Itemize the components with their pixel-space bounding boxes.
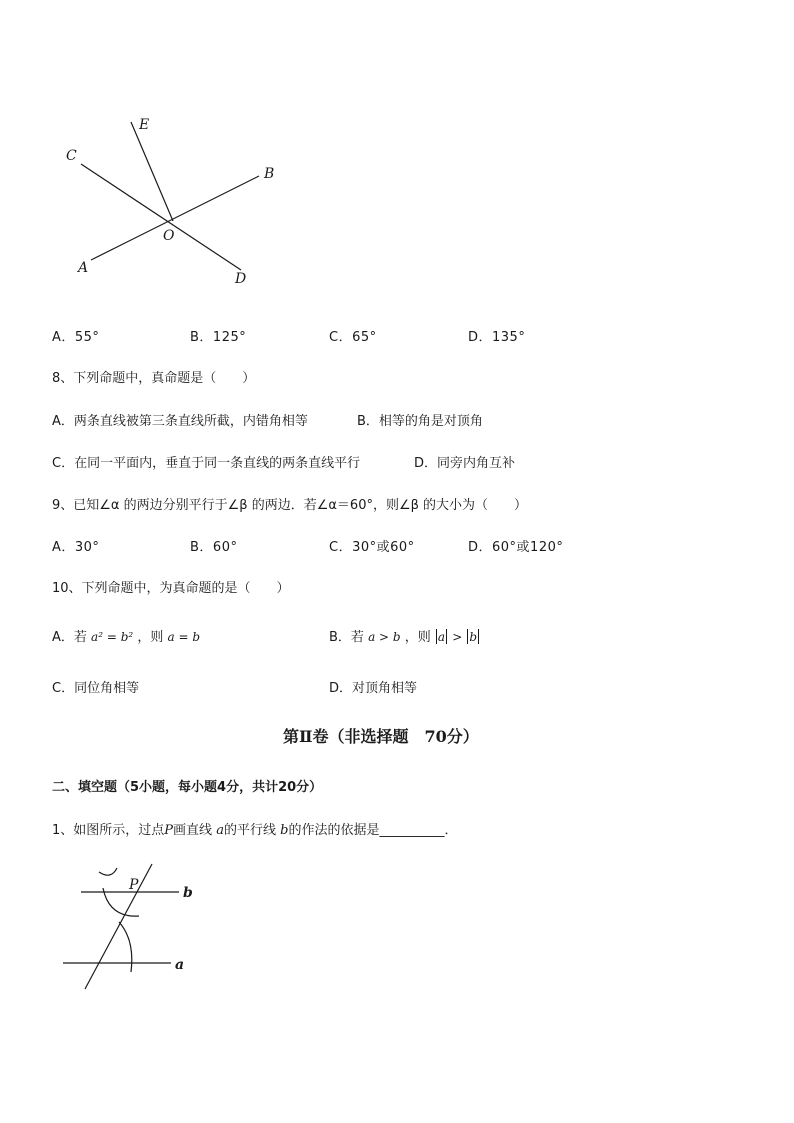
- fill1-line-b: b: [280, 823, 289, 838]
- label-a: a: [175, 957, 185, 973]
- q10-option-b-mid: ，则: [404, 630, 431, 645]
- abs-bar: [436, 629, 437, 644]
- q7-option-c: C．65°: [329, 330, 377, 345]
- label-b: b: [183, 885, 193, 901]
- part2-title: 第Ⅱ卷（非选择题 70分）: [283, 727, 479, 746]
- q9-option-c: C．30°或60°: [329, 540, 415, 555]
- arc-small: [99, 868, 117, 875]
- q10-option-a-math2: a = b: [167, 630, 201, 644]
- section-heading: 二、填空题（5小题，每小题4分，共计20分）: [52, 780, 323, 795]
- q9-option-a: A．30°: [52, 540, 100, 555]
- label-p: P: [129, 877, 139, 893]
- line-cd: [81, 164, 241, 270]
- line-ab: [91, 176, 259, 260]
- q8-option-a: A．两条直线被第三条直线所截，内错角相等: [52, 414, 308, 429]
- label-d: D: [235, 271, 247, 287]
- q10-option-b-math1: a > b: [368, 630, 401, 644]
- q8-option-b: B．相等的角是对顶角: [357, 414, 483, 429]
- q8-option-c: C．在同一平面内，垂直于同一条直线的两条直线平行: [52, 456, 361, 471]
- fill1-suffix: 的作法的依据是__________．: [288, 823, 458, 838]
- q8-option-d: D．同旁内角互补: [414, 456, 516, 471]
- q10-option-b: [329, 626, 480, 645]
- q10-option-a-prefix: A．若: [52, 630, 87, 645]
- transversal: [85, 864, 152, 989]
- q9-option-d: D．60°或120°: [468, 540, 564, 555]
- label-e: E: [139, 117, 150, 133]
- fill1-prefix: 1、如图所示，过点: [52, 823, 165, 838]
- q10-option-d: D．对顶角相等: [329, 681, 418, 696]
- fill1-mid2: 的平行线: [223, 823, 276, 838]
- q10-option-b-abs-a: a: [437, 630, 446, 644]
- fill1-mid1: 画直线: [173, 823, 213, 838]
- abs-bar: [446, 629, 447, 644]
- fill1-line-a: a: [216, 823, 224, 838]
- label-o: O: [163, 228, 175, 244]
- q8-stem: 8、下列命题中，真命题是（ ）: [52, 371, 256, 386]
- q10-option-a-mid: ，则: [137, 630, 164, 645]
- q10-option-b-gt: >: [452, 630, 463, 644]
- arc-lower: [119, 922, 132, 972]
- q7-option-d: D．135°: [468, 330, 526, 345]
- angle-figure: [55, 110, 295, 295]
- label-b: B: [264, 166, 275, 182]
- q10-stem: 10、下列命题中，为真命题的是（ ）: [52, 581, 290, 596]
- q9-option-b: B．60°: [190, 540, 238, 555]
- q10-option-a-math1: a² = b²: [91, 630, 134, 644]
- q9-stem: 9、已知∠α 的两边分别平行于∠β 的两边．若∠α＝60°，则∠β 的大小为（ ）: [52, 498, 528, 513]
- fill1-point-p: P: [164, 823, 174, 838]
- q10-option-b-abs-b: b: [469, 630, 478, 644]
- abs-bar: [478, 629, 479, 644]
- q7-option-a: A．55°: [52, 330, 100, 345]
- label-a: A: [78, 260, 89, 276]
- parallel-construction-figure: [55, 860, 215, 995]
- line-oe: [131, 122, 173, 221]
- label-c: C: [66, 148, 77, 164]
- fill1-stem: [52, 819, 457, 838]
- q10-option-a: [52, 626, 200, 645]
- q10-option-b-prefix: B．若: [329, 630, 364, 645]
- q10-option-c: C．同位角相等: [52, 681, 140, 696]
- q7-option-b: B．125°: [190, 330, 247, 345]
